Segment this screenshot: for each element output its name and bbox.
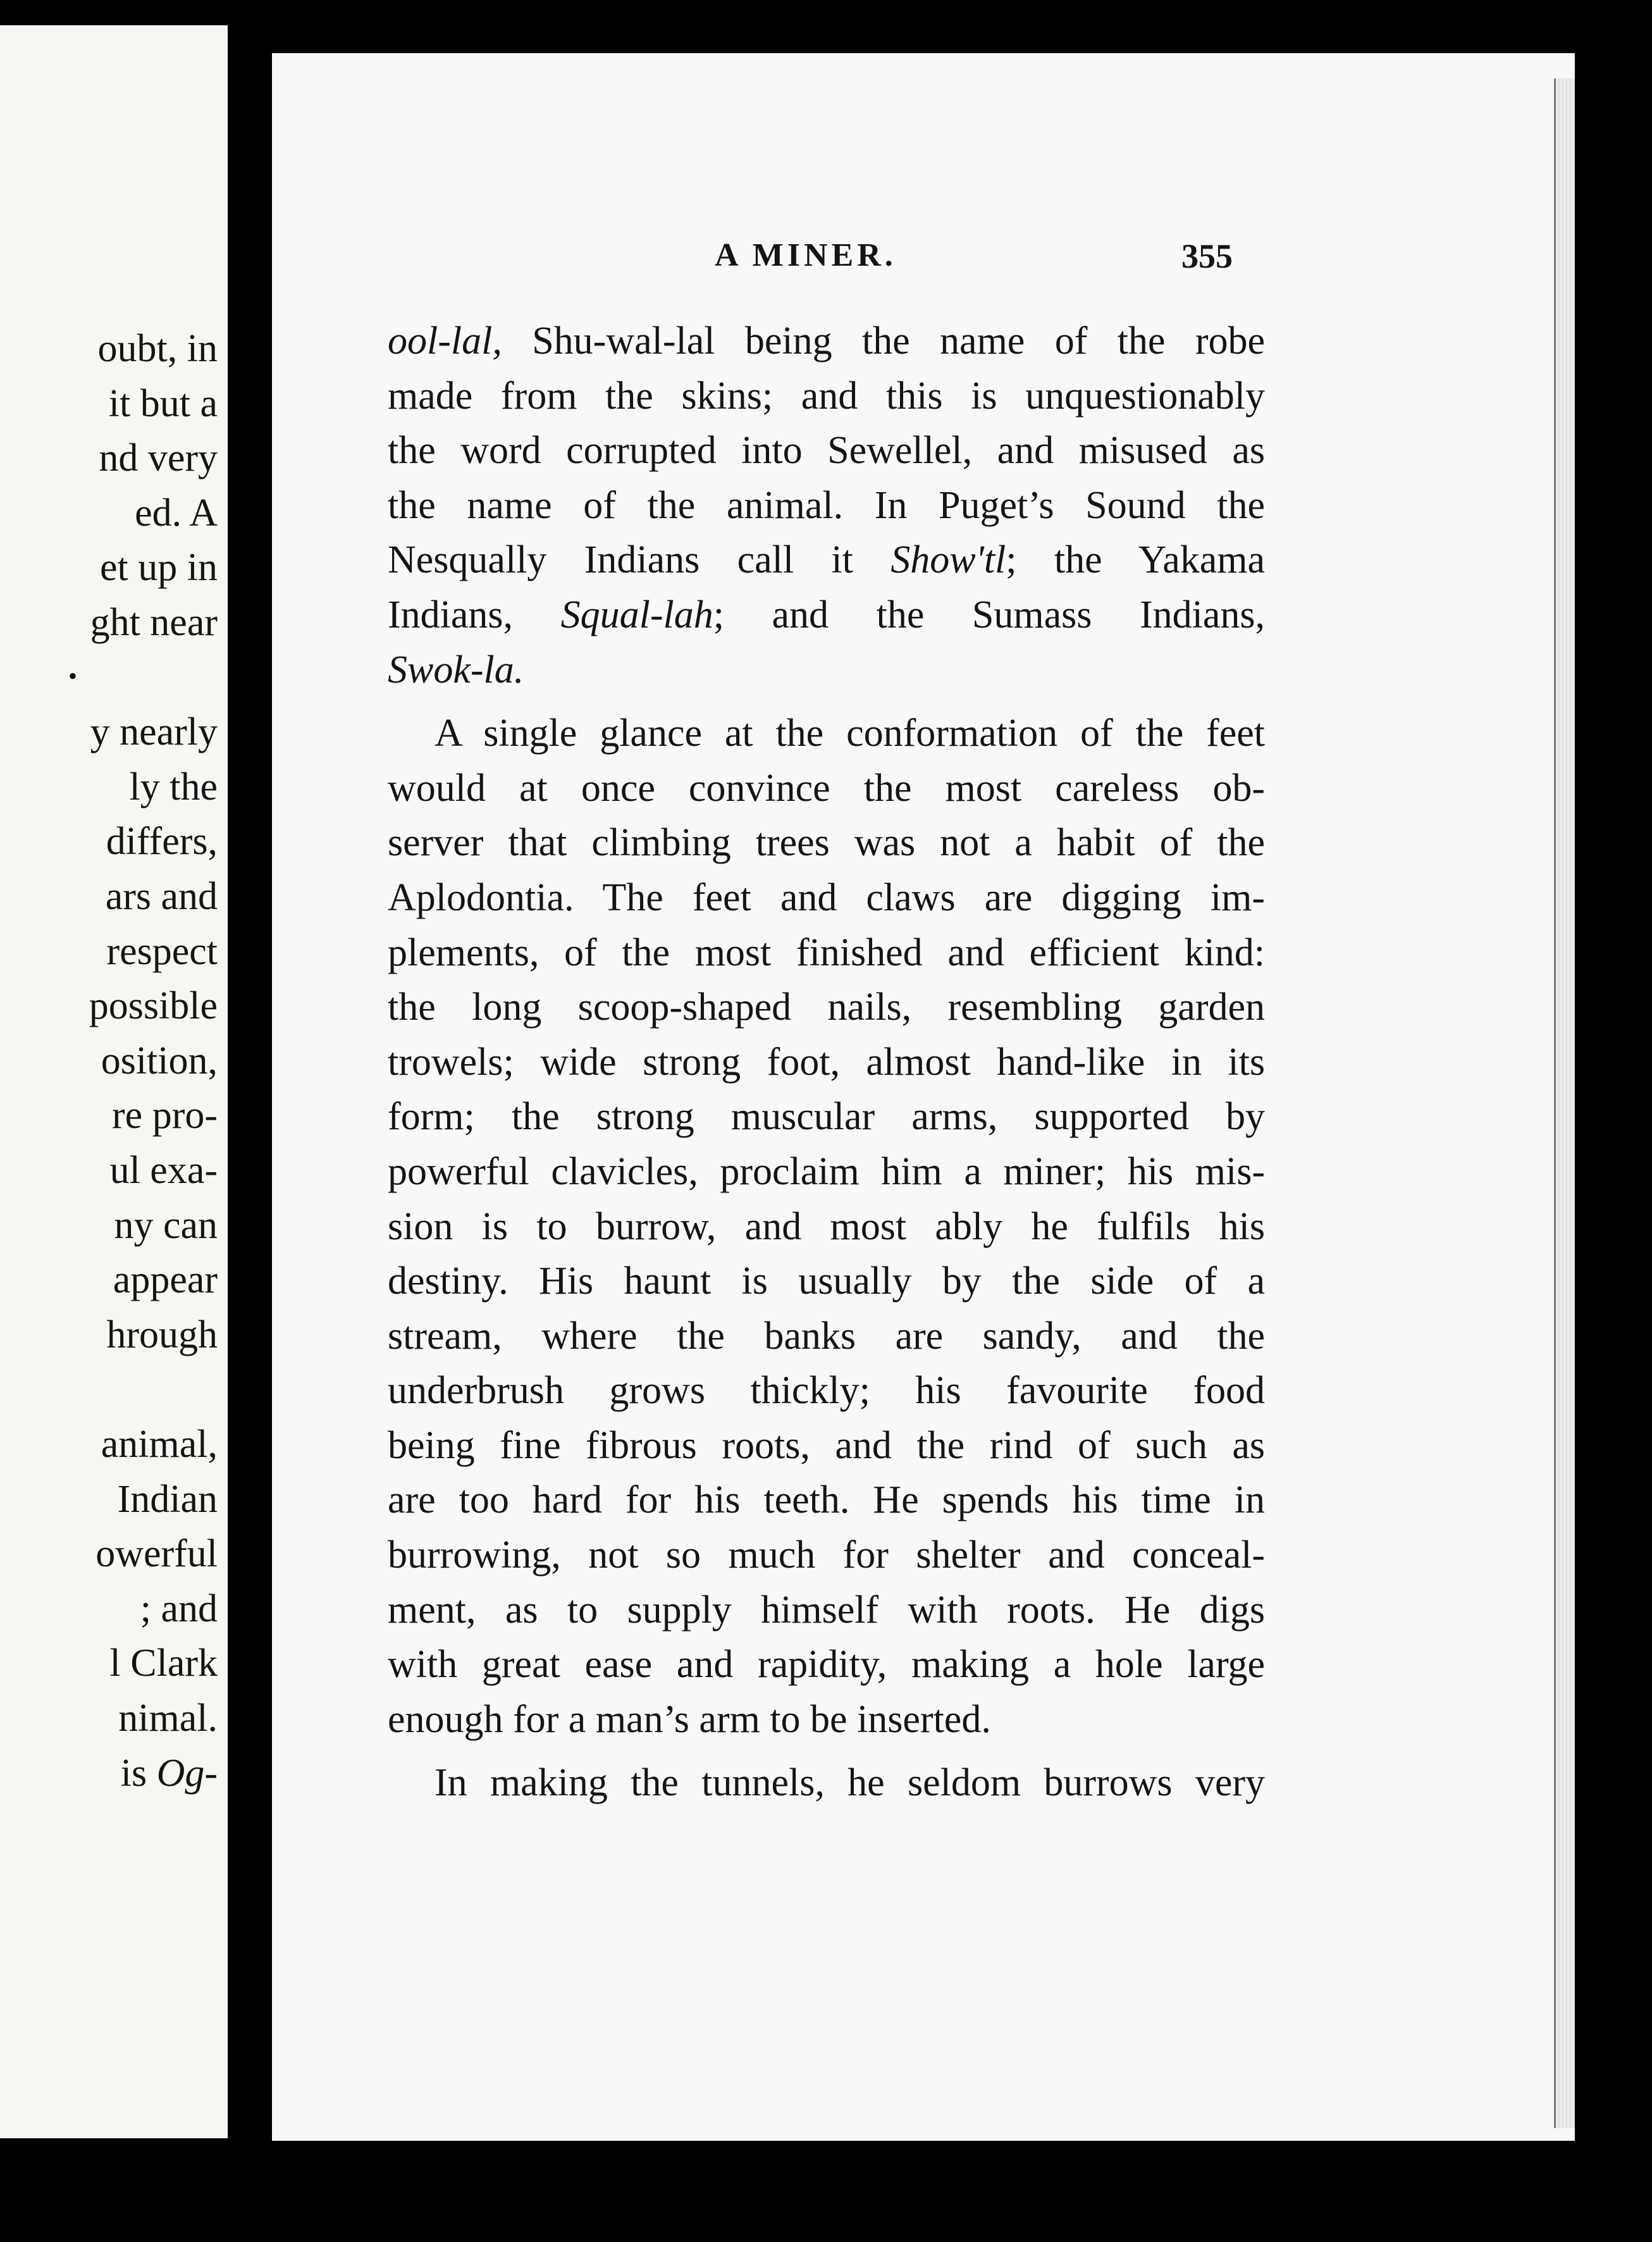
text-line xyxy=(388,980,1265,1035)
italic-term: Swok-la. xyxy=(388,648,524,691)
text-run: underbrush grows thickly; his favourite food xyxy=(388,1369,1265,1413)
text-run: A single glance at the conformation of the feet xyxy=(435,712,1265,755)
text-run: Nesqually Indians call it xyxy=(388,538,891,582)
text-line xyxy=(388,1692,1265,1747)
facing-page-line: is Og- xyxy=(120,1751,218,1795)
text-run: Shu-wal-lal being the name of the robe xyxy=(502,319,1265,362)
italic-term: Show'tl xyxy=(891,538,1006,582)
running-head xyxy=(272,237,1575,275)
text-run: made from the skins; and this is unquestionably xyxy=(388,374,1265,418)
book-page xyxy=(272,53,1575,2141)
text-line xyxy=(388,423,1265,478)
facing-page-line: ; and xyxy=(140,1587,218,1630)
text-run: trowels; wide strong foot, almost hand-like in its xyxy=(388,1040,1265,1084)
facing-page-fragment xyxy=(0,25,228,2138)
text-line xyxy=(388,1309,1265,1364)
text-run: In making the tunnels, he seldom burrows very xyxy=(435,1761,1265,1805)
text-line xyxy=(388,706,1265,761)
text-line xyxy=(388,369,1265,424)
facing-page-line: it but a xyxy=(108,381,218,425)
facing-page-line: re pro- xyxy=(112,1094,218,1137)
text-line xyxy=(388,533,1265,588)
text-line xyxy=(388,1089,1265,1144)
text-line xyxy=(388,1199,1265,1254)
running-head-title: A MINER. xyxy=(715,237,897,273)
page-edge-stack xyxy=(1554,78,1575,2128)
facing-page-line: hrough xyxy=(106,1313,218,1356)
text-run: powerful clavicles, proclaim him a miner; his mis- xyxy=(388,1149,1265,1193)
facing-page-line: owerful xyxy=(96,1532,218,1576)
text-line xyxy=(388,1418,1265,1473)
facing-page-line: osition, xyxy=(101,1039,218,1082)
text-line xyxy=(388,1144,1265,1199)
facing-page-line: y nearly xyxy=(90,710,218,754)
text-line xyxy=(388,478,1265,533)
text-line xyxy=(388,815,1265,870)
text-run: are too hard for his teeth. He spends his time in xyxy=(388,1478,1265,1522)
text-run: being fine fibrous roots, and the rind of such as xyxy=(388,1423,1265,1467)
text-run: plements, of the most finished and efficient kind: xyxy=(388,931,1265,974)
text-line xyxy=(388,761,1265,816)
facing-page-line: oubt, in xyxy=(97,327,218,370)
text-run: server that climbing trees was not a habit of the xyxy=(388,821,1265,865)
text-line xyxy=(388,1363,1265,1418)
facing-page-line: animal, xyxy=(101,1423,218,1466)
facing-page-line: appear xyxy=(113,1258,218,1302)
text-run: with great ease and rapidity, making a hole large xyxy=(388,1643,1265,1687)
text-run: enough for a man’s arm to be inserted. xyxy=(388,1697,991,1741)
text-run: ; the Yakama xyxy=(1006,538,1265,582)
facing-page-line: ly the xyxy=(129,765,218,808)
text-line xyxy=(388,1756,1265,1811)
text-line xyxy=(388,1637,1265,1692)
facing-page-line: respect xyxy=(106,929,218,973)
text-run: would at once convince the most careless ob- xyxy=(388,766,1265,810)
text-run: the word corrupted into Sewellel, and misused as xyxy=(388,429,1265,473)
text-line xyxy=(388,1254,1265,1309)
facing-page-line: • xyxy=(68,662,78,690)
facing-page-line: Indian xyxy=(117,1477,218,1521)
facing-page-line: ars and xyxy=(105,875,218,918)
text-run: the long scoop-shaped nails, resembling garden xyxy=(388,986,1265,1029)
facing-page-line: l Clark xyxy=(109,1642,218,1685)
italic-term: ool-lal, xyxy=(388,319,502,362)
facing-page-line: ul exa- xyxy=(109,1149,218,1192)
facing-page-line: possible xyxy=(89,984,218,1028)
facing-page-line: nimal. xyxy=(118,1697,218,1740)
body-text xyxy=(388,314,1265,1811)
text-run: form; the strong muscular arms, supported by xyxy=(388,1095,1265,1139)
text-line xyxy=(388,1035,1265,1090)
page-number: 355 xyxy=(1181,237,1233,275)
facing-page-line: differs, xyxy=(106,820,218,864)
text-line xyxy=(388,926,1265,981)
text-run: ; and the Sumass Indians, xyxy=(713,593,1265,636)
text-line xyxy=(388,314,1265,369)
text-run: sion is to burrow, and most ably he fulfils his xyxy=(388,1205,1265,1248)
text-line xyxy=(388,1583,1265,1638)
text-line xyxy=(388,588,1265,643)
text-run: destiny. His haunt is usually by the side of a xyxy=(388,1260,1265,1303)
text-run: the name of the animal. In Puget’s Sound the xyxy=(388,483,1265,527)
italic-term: Squal-lah xyxy=(560,593,713,636)
facing-page-line: ed. A xyxy=(135,491,218,535)
text-line xyxy=(388,1473,1265,1528)
text-line xyxy=(388,643,1265,698)
facing-page-line: nd very xyxy=(99,437,218,480)
facing-page-line: ny can xyxy=(114,1203,218,1247)
text-run: burrowing, not so much for shelter and conceal- xyxy=(388,1533,1265,1577)
facing-page-line: ght near xyxy=(90,601,218,644)
text-run: Aplodontia. The feet and claws are digging im- xyxy=(388,876,1265,919)
book-gutter xyxy=(228,0,272,2242)
text-run: ment, as to supply himself with roots. He digs xyxy=(388,1588,1265,1632)
text-run: stream, where the banks are sandy, and the xyxy=(388,1314,1265,1358)
text-line xyxy=(388,870,1265,926)
facing-page-line: et up in xyxy=(100,546,218,590)
text-run: Indians, xyxy=(388,593,561,636)
text-line xyxy=(388,1528,1265,1583)
